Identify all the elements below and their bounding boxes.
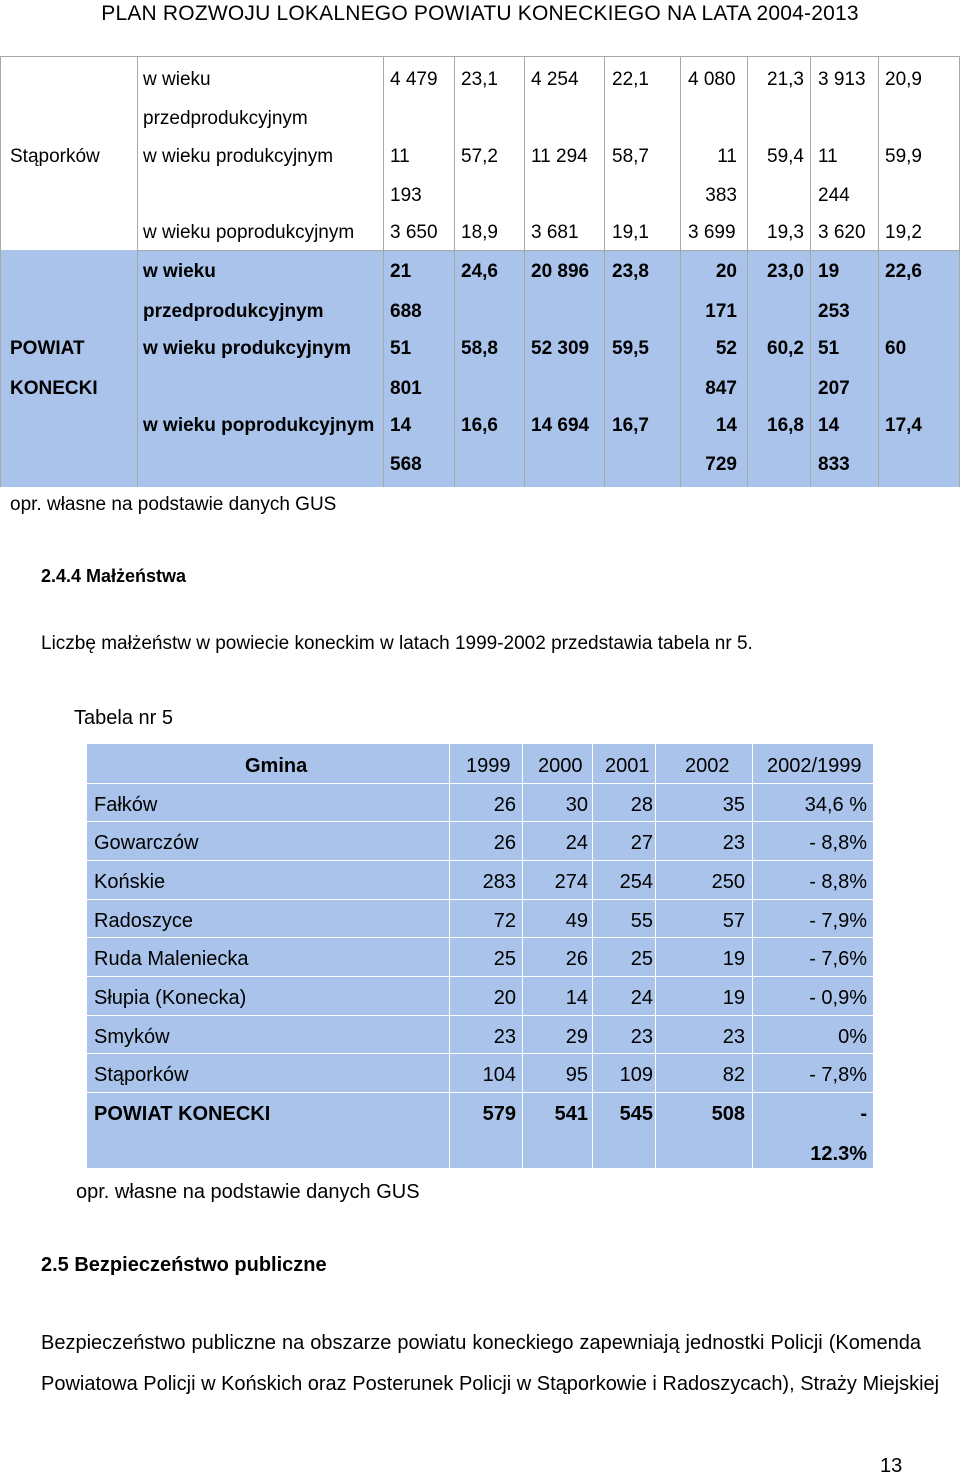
cell-ratio: - 8,8% [809,832,867,854]
total-label: POWIAT KONECKI [94,1103,271,1125]
cell-value: 3 650 [390,222,438,243]
cell-1999: 23 [493,1026,516,1048]
cell-value: 3 913 [818,69,866,90]
cell-2001: 28 [630,794,653,816]
row-label: przedprodukcyjnym [143,301,324,322]
cell-ratio: - 8,8% [809,871,867,893]
cell-1999: 25 [493,948,516,970]
cell-pct: 19,1 [612,222,649,243]
cell-2001: 24 [630,987,653,1009]
row-label: przedprodukcyjnym [143,108,308,129]
cell-ratio: - 0,9% [809,987,867,1009]
row-label: w wieku produkcyjnym [143,338,351,359]
section-heading-25: 2.5 Bezpieczeństwo publiczne [41,1254,327,1276]
cell-value: 11 [818,146,838,167]
cell-ratio: - 7,6% [809,948,867,970]
cell-2000: 26 [565,948,588,970]
row-gmina: Ruda Maleniecka [94,948,249,970]
table5-caption: Tabela nr 5 [74,707,173,729]
cell-value: 729 [705,454,737,475]
cell-value: 21 [390,261,412,282]
section-25-line1: Bezpieczeństwo publiczne na obszarze powiatu koneckiego zapewniają jednostki Policji (Komenda [41,1332,921,1354]
cell-value: 244 [818,185,850,206]
col-header-2000: 2000 [538,755,583,777]
cell-2000: 24 [565,832,588,854]
cell-value: 14 [390,415,412,436]
total-2001: 545 [619,1103,653,1125]
total-2002: 508 [711,1103,745,1125]
col-header-2001: 2001 [605,755,650,777]
table-5 [87,744,873,1168]
cell-pct: 16,6 [461,415,498,436]
col-header-1999: 1999 [466,755,511,777]
cell-ratio: - 7,9% [809,910,867,932]
gmina-staporkow: Stąporków [10,146,100,167]
population-table [0,56,960,487]
cell-2002: 23 [722,832,745,854]
cell-1999: 26 [493,832,516,854]
cell-2002: 57 [722,910,745,932]
cell-value: 14 [818,415,840,436]
cell-value: 3 681 [531,222,579,243]
cell-pct: 23,1 [461,69,498,90]
cell-value: 193 [390,185,422,206]
page-number: 13 [880,1455,903,1477]
cell-value: 4 080 [688,69,736,90]
row-gmina: Słupia (Konecka) [94,987,247,1009]
section-25-line2: Powiatowa Policji w Końskich oraz Posterunek Policji w Stąporkowie i Radoszycach), Straży Miejskiej [41,1373,940,1395]
cell-2002: 23 [722,1026,745,1048]
cell-2000: 274 [554,871,588,893]
cell-2002: 35 [722,794,745,816]
cell-value: 833 [818,454,850,475]
total-1999: 579 [482,1103,516,1125]
cell-1999: 26 [493,794,516,816]
cell-value: 568 [390,454,422,475]
total-ratio-value: 12.3% [810,1143,867,1165]
section-244-intro: Liczbę małżeństw w powiecie koneckim w latach 1999-2002 przedstawia tabela nr 5. [41,633,753,654]
row-label: w wieku poprodukcyjnym [143,415,375,436]
row-label: w wieku [143,69,211,90]
cell-value: 207 [818,378,850,399]
cell-2000: 30 [565,794,588,816]
cell-2002: 19 [722,948,745,970]
cell-pct: 57,2 [461,146,498,167]
cell-pct: 20,9 [885,69,922,90]
cell-value: 4 479 [390,69,438,90]
cell-pct: 22,1 [612,69,649,90]
cell-value: 20 896 [531,261,590,282]
cell-pct: 19,3 [767,222,804,243]
powiat-highlight [0,250,960,487]
cell-2001: 25 [630,948,653,970]
cell-1999: 283 [482,871,516,893]
cell-value: 11 294 [531,146,588,167]
cell-2001: 27 [630,832,653,854]
cell-2001: 55 [630,910,653,932]
cell-value: 51 [818,338,840,359]
cell-value: 801 [390,378,422,399]
cell-1999: 104 [482,1064,516,1086]
cell-1999: 72 [493,910,516,932]
cell-value: 52 [715,338,737,359]
cell-pct: 18,9 [461,222,498,243]
row-gmina: Stąporków [94,1064,189,1086]
cell-pct: 23,0 [767,261,804,282]
cell-2002: 19 [722,987,745,1009]
cell-2000: 49 [565,910,588,932]
cell-2000: 14 [565,987,588,1009]
cell-pct: 16,7 [612,415,649,436]
cell-value: 688 [390,301,422,322]
cell-value: 3 699 [688,222,736,243]
cell-pct: 19,2 [885,222,922,243]
cell-value: 52 309 [531,338,590,359]
cell-ratio: 0% [838,1026,867,1048]
cell-pct: 23,8 [612,261,649,282]
total-2000: 541 [554,1103,588,1125]
cell-pct: 59,5 [612,338,649,359]
row-gmina: Smyków [94,1026,170,1048]
cell-value: 19 [818,261,840,282]
cell-pct: 60,2 [767,338,804,359]
cell-pct: 60 [885,338,907,359]
row-gmina: Końskie [94,871,166,893]
cell-pct: 24,6 [461,261,498,282]
cell-value: 20 [715,261,737,282]
row-label: w wieku [143,261,216,282]
cell-pct: 16,8 [767,415,804,436]
cell-value: 51 [390,338,412,359]
table5-source: opr. własne na podstawie danych GUS [76,1181,420,1203]
gmina-powiat-2: KONECKI [10,378,98,399]
col-header-2002: 2002 [685,755,730,777]
total-ratio-sign: - [860,1103,867,1125]
cell-ratio: - 7,8% [809,1064,867,1086]
cell-value: 171 [705,301,737,322]
cell-pct: 22,6 [885,261,922,282]
cell-2002: 250 [711,871,745,893]
top-table-source: opr. własne na podstawie danych GUS [10,494,337,515]
cell-2000: 29 [565,1026,588,1048]
cell-value: 11 [717,146,737,167]
cell-value: 14 694 [531,415,590,436]
cell-value: 253 [818,301,850,322]
gmina-powiat: POWIAT [10,338,85,359]
cell-2001: 254 [619,871,653,893]
cell-1999: 20 [493,987,516,1009]
cell-value: 4 254 [531,69,579,90]
cell-pct: 58,7 [612,146,649,167]
cell-2001: 23 [630,1026,653,1048]
row-label: w wieku produkcyjnym [143,146,334,167]
row-label: w wieku poprodukcyjnym [143,222,355,243]
cell-pct: 17,4 [885,415,922,436]
cell-value: 11 [390,146,410,167]
row-gmina: Fałków [94,794,158,816]
cell-pct: 59,4 [767,146,804,167]
cell-pct: 21,3 [767,69,804,90]
cell-pct: 58,8 [461,338,498,359]
col-header-ratio: 2002/1999 [767,755,862,777]
cell-value: 3 620 [818,222,866,243]
col-header-gmina: Gmina [245,755,308,777]
cell-ratio: 34,6 % [804,794,867,816]
cell-value: 14 [715,415,737,436]
cell-pct: 59,9 [885,146,922,167]
cell-2000: 95 [565,1064,588,1086]
row-gmina: Gowarczów [94,832,199,854]
page-header: PLAN ROZWOJU LOKALNEGO POWIATU KONECKIEGO NA LATA 2004-2013 [101,2,859,25]
cell-2002: 82 [722,1064,745,1086]
row-gmina: Radoszyce [94,910,193,932]
cell-value: 383 [705,185,737,206]
section-heading-244: 2.4.4 Małżeństwa [41,566,187,586]
cell-2001: 109 [619,1064,653,1086]
cell-value: 847 [705,378,737,399]
